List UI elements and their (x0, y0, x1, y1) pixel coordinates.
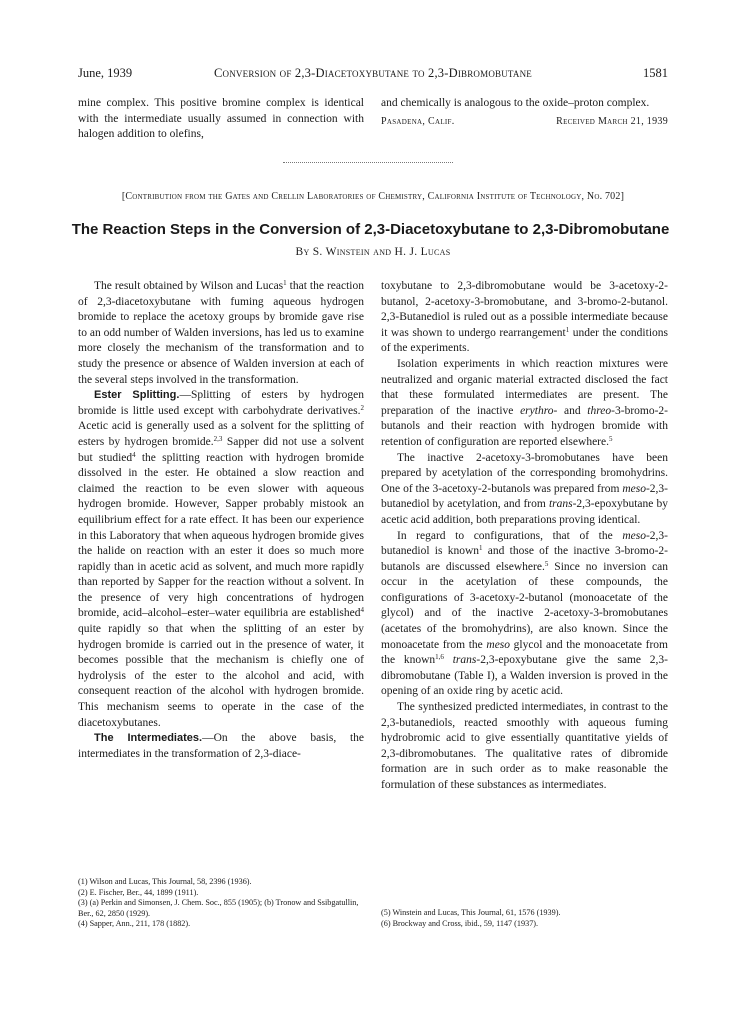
footnote: (6) Brockway and Cross, ibid., 59, 1147 (1937). (381, 918, 539, 928)
footnote: (5) Winstein and Lucas, This Journal, 61, 1576 (1939). (381, 908, 561, 917)
paragraph: Isolation experiments in which reaction mixtures were neutralized and organic material extracted disclosed the fact that these formulated intermediates are present. The preparation of the inactive erythro- and threo-3-bromo-2-butanols and their reaction with hydrogen bromide with retention of configuration are reported elsewhere.$^5$ (381, 357, 668, 448)
subheading-intermediates: The Intermediates. (94, 732, 203, 745)
paragraph: The Intermediates.—On the above basis, the intermediates in the transformation of 2,3-diace- (78, 732, 364, 760)
main-column-left (78, 279, 364, 762)
footnote: (3) (a) Perkin and Simonsen, J. Chem. Soc., 855 (1905); (b) Tronow and Ssibgatullin, Ber., 62, 2850 (1929). (78, 898, 359, 918)
contribution-note: [Contribution from the Gates and Crellin Laboratories of Chemistry, California Institute of Technology, No. 702] (121, 191, 625, 202)
running-header (78, 66, 668, 82)
previous-article-text-right: and chemically is analogous to the oxide–proton complex. (381, 97, 650, 109)
signature-received: Received March 21, 1939 (556, 115, 668, 127)
section-divider (283, 162, 453, 163)
article-signature (381, 114, 668, 130)
footnotes-right (381, 908, 668, 929)
paragraph: In regard to configurations, that of the meso-2,3-butanediol is known$^1$ and those of the inactive 3-bromo-2-butanols are discussed elsewhere.$^5$ Since no inversion can occur in the acetylation of these compounds, the configurations of 3-acetoxy-2-butanol (monoacetate of the glycol) and of the inactive 2-acetoxy-3-bromobutanes (acetates of the bromohydrins), are also known. Since the monoacetate from the meso glycol and the monoacetate from the known$^{1,6}$ trans-2,3-epoxybutane give the same 2,3-dibromobutane (Table I), a Walden inversion is proved in the opening of an oxide ring by acetic acid. (381, 529, 669, 698)
main-column-right (381, 279, 668, 794)
paragraph: Ester Splitting.—Splitting of esters by hydrogen bromide is little used except with carbohydrate derivatives.$^2$ Acetic acid is generally used as a solvent for the splitting of esters by hydrogen bromide.$^{2,3}$ Sapper did not use a solvent but studied$^4$ the splitting reaction with hydrogen bromide dissolved in the ester. He obtained a slow reaction and claimed the reaction to be even slower with aqueous hydrogen bromide. However, Sapper probably mistook an equilibrium effect for a rate effect. It has been our experience in this Laboratory that when aqueous hydrogen bromide gives the halide on reaction with an ester it does so much more rapidly than in acetic acid as solvent, and much more rapidly than reported by Sapper for the reaction without a solvent. In the presence of very high concentrations of hydrogen bromide, acid–alcohol–ester–water equilibria are established$^4$ quite rapidly so that when the splitting of an ester by hydrogen bromide is carried out in the presence of water, it becomes possible that the mechanism is chiefly one of hydrolysis of the ester to the alcohol and acid, with consequent reaction of the alcohol with hydrogen bromide. This mechanism seems to operate in the case of the diacetoxybutanes. (78, 389, 364, 729)
article-byline: By S. Winstein and H. J. Lucas (295, 246, 451, 258)
article-title: The Reaction Steps in the Conversion of 2,3-Diacetoxybutane to 2,3-Dibromobutane (71, 221, 670, 238)
footnote: (1) Wilson and Lucas, This Journal, 58, 2396 (1936). (78, 877, 252, 886)
footnote: (2) E. Fischer, Ber., 44, 1899 (1911). (78, 887, 199, 897)
paragraph: toxybutane to 2,3-dibromobutane would be 3-acetoxy-2-butanol, 2-acetoxy-3-bromobutane, and 3-bromo-2-butanol. 2,3-Butanediol is ruled out as a possible intermediate because it was shown to undergo rearrangement$^1$ under the conditions of the experiments. (381, 280, 668, 355)
footnote: (4) Sapper, Ann., 211, 178 (1882). (78, 919, 191, 929)
header-page-number: 1581 (643, 66, 668, 80)
header-date: June, 1939 (78, 66, 133, 80)
signature-place: Pasadena, Calif. (381, 115, 455, 127)
paragraph: The synthesized predicted intermediates, in contrast to the 2,3-butanediols, reacted smoothly with aqueous fuming hydrobromic acid to give essentially quantitative yields of 2,3-dibromobutanes. The qualitative rates of dibromide formation are in such order as to make reasonable the formulation of these substances as intermediates. (381, 701, 668, 791)
previous-article-text-left: mine complex. This positive bromine complex is identical with the intermediate usually assumed in connection with halogen addition to olefins, (78, 97, 364, 141)
paragraph: The result obtained by Wilson and Lucas$^1$ that the reaction of 2,3-diacetoxybutane with fuming aqueous hydrogen bromide to replace the acetoxy groups by bromide gave rise to an odd number of Walden inversions, has led us to examine more closely the mechanism of the transformation and to study the presence or absence of Walden inversion at each of the several steps involved in the transformation. (78, 279, 364, 386)
paragraph: The inactive 2-acetoxy-3-bromobutanes have been prepared by acetylation of the corresponding bromohydrins. One of the 3-acetoxy-2-butanols was prepared from meso-2,3-butanediol by acetylation, and from trans-2,3-epoxybutane by acetic acid addition, both preparations proving identical. (381, 451, 669, 526)
footnotes-left (78, 877, 368, 930)
previous-article-tail-right (381, 96, 668, 129)
header-running-title: Conversion of 2,3-Diacetoxybutane to 2,3-Dibromobutane (214, 66, 532, 80)
subheading-ester-splitting: Ester Splitting. (94, 389, 180, 402)
previous-article-tail-left (78, 96, 364, 143)
